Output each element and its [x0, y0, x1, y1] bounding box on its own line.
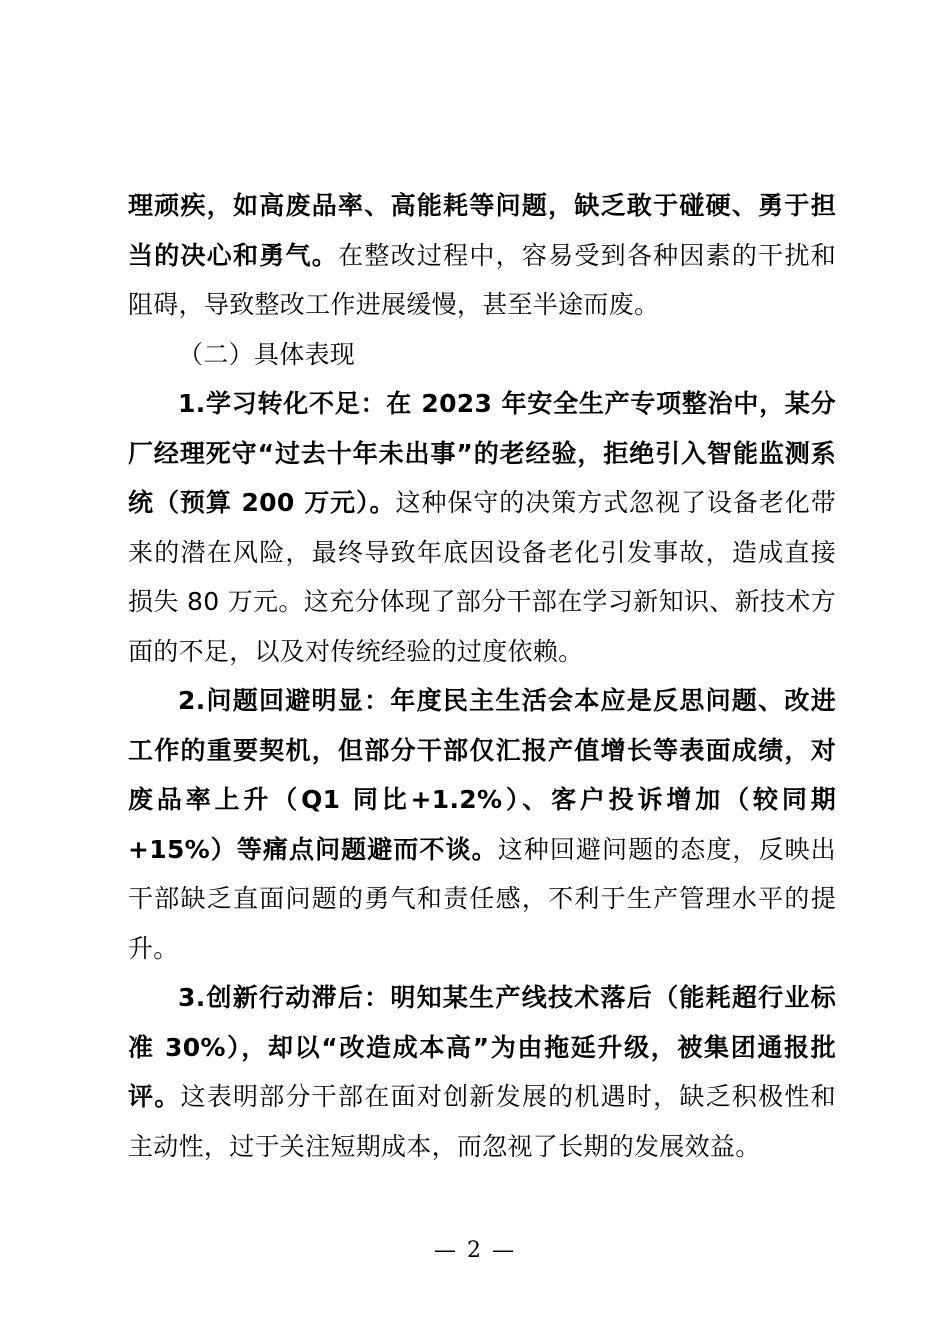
page-number: — 2 —: [434, 1238, 516, 1263]
paragraph-item-2: [128, 676, 836, 973]
paragraph-bold-text: 理顽疾，如高废品率、高能耗等问题，缺乏敢于碰硬、勇于担当的决心和勇气。: [128, 191, 836, 270]
paragraph-normal-text: 这种回避问题的态度，反映出干部缺乏直面问题的勇气和责任感，不利于生产管理水平的提升。: [128, 834, 836, 963]
paragraph-bold-text: 1.学习转化不足：在 2023 年安全生产专项整治中，某分厂经理死守“过去十年未出事”的老经验，拒绝引入智能监测系统（预算 200 万元）。: [128, 389, 836, 517]
paragraph-bold-text: 2.问题回避明显：年度民主生活会本应是反思问题、改进工作的重要契机，但部分干部仅汇报产值增长等表面成绩，对废品率上升（Q1 同比+1.2%）、客户投诉增加（较同期+15%）等痛点问题避而不谈。: [128, 686, 836, 864]
section-heading: （二）具体表现: [178, 339, 356, 369]
paragraph-item-3: [128, 973, 836, 1171]
paragraph-continuation: [128, 181, 836, 330]
paragraph-bold-text: 3.创新行动滞后：明知某生产线技术落后（能耗超行业标准 30%），却以“改造成本高”为由拖延升级，被集团通报批评。: [128, 983, 836, 1111]
paragraph-normal-text: 这表明部分干部在面对创新发展的机遇时，缺乏积极性和主动性，过于关注短期成本，而忽视了长期的发展效益。: [128, 1082, 836, 1161]
document-body: [128, 181, 836, 1171]
paragraph-item-1: [128, 379, 836, 676]
paragraph-normal-text: 在整改过程中，容易受到各种因素的干扰和阻碍，导致整改工作进展缓慢，甚至半途而废。: [128, 240, 836, 319]
paragraph-normal-text: 这种保守的决策方式忽视了设备老化带来的潜在风险，最终导致年底因设备老化引发事故，造成直接损失 80 万元。这充分体现了部分干部在学习新知识、新技术方面的不足，以及对传统经验的过度依赖。: [128, 488, 836, 666]
